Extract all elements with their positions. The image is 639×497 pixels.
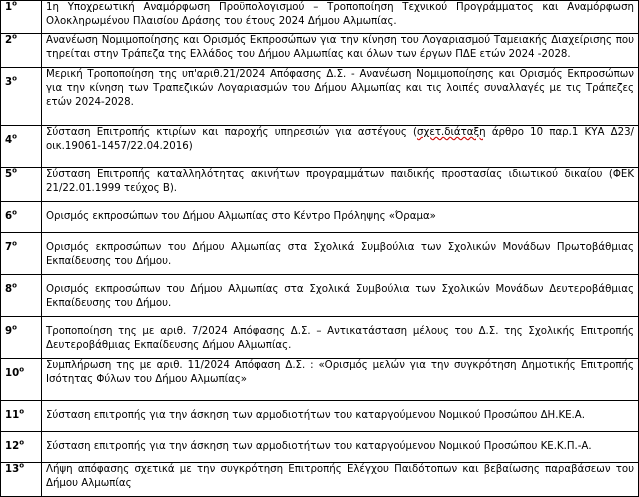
item-text: Συμπλήρωση της με αριθ. 11/2024 Απόφαση Δ.Σ. : «Ορισμός μελών για την συγκρότηση Δημοτικής Επιτροπής Ισότητας Φύλων του Δήμου Αλμωπίας» (42, 359, 639, 401)
item-text: Μερική Τροποποίηση της υπ'αριθ.21/2024 Απόφασης Δ.Σ. - Ανανέωση Νομιμοποίησης και Ορισμός Εκπροσώπων για την κίνηση των Τραπεζικών Λογαριασμών του Δήμου Αλμωπίας και τις λοιπές συναλλαγές με τις Τράπεζες ετών 2024-2028. (42, 68, 639, 126)
item-number: $10^o$ (1, 359, 42, 401)
spellcheck-underlined-word: σχετ.διάταξη (417, 127, 486, 138)
item-number: $3^o$ (1, 68, 42, 126)
item-text: Λήψη απόφασης σχετικά με την συγκρότηση Επιτροπής Ελέγχου Παιδότοπων και βεβαίωσης παραβάσεων του Δήμου Αλμωπίας (42, 463, 639, 497)
item-number: $8^o$ (1, 275, 42, 317)
item-text: Ορισμός εκπροσώπων του Δήμου Αλμωπίας στα Σχολικά Συμβούλια των Σχολικών Μονάδων Πρωτοβάθμιας Εκπαίδευσης του Δήμου. (42, 233, 639, 275)
item-number: $5^o$ (1, 168, 42, 202)
item-text: Ορισμός εκπροσώπων του Δήμου Αλμωπίας στα Σχολικά Συμβούλια των Σχολικών Μονάδων Δευτεροβάθμιας Εκπαίδευσης του Δήμου. (42, 275, 639, 317)
agenda-row (1, 233, 639, 275)
item-number: $4^o$ (1, 126, 42, 168)
item-number: $2^o$ (1, 34, 42, 68)
agenda-row (1, 463, 639, 497)
item-text-part: άρθρο 10 παρ.1 ΚΥΑ Δ23/οικ.19061-1457/22.04.2016) (46, 127, 634, 152)
agenda-row (1, 401, 639, 432)
agenda-row (1, 317, 639, 359)
item-number: $9^o$ (1, 317, 42, 359)
item-text: 1η Υποχρεωτική Αναμόρφωση Προϋπολογισμού – Τροποποίηση Τεχνικού Προγράμματος και Αναμόρφωση Ολοκληρωμένου Πλαισίου Δράσης του έτους 2024 Δήμου Αλμωπίας. (42, 1, 639, 34)
agenda-row (1, 275, 639, 317)
agenda-row (1, 432, 639, 463)
item-text: Ανανέωση Νομιμοποίησης και Ορισμός Εκπροσώπων για την κίνηση του Λογαριασμού Ταμειακής Διαχείρισης που τηρείται στην Τράπεζα της Ελλάδος του Δήμου Αλμωπίας και όλων των έργων ΠΔΕ ετών 2024 -2028. (42, 34, 639, 68)
agenda-row (1, 68, 639, 126)
item-text (42, 126, 639, 168)
item-text: Ορισμός εκπροσώπων του Δήμου Αλμωπίας στο Κέντρο Πρόληψης «Όραμα» (42, 202, 639, 233)
item-text: Σύσταση Επιτροπής καταλληλότητας ακινήτων προγραμμάτων παιδικής προστασίας ιδιωτικού δικαίου (ΦΕΚ 21/22.01.1999 τεύχος Β). (42, 168, 639, 202)
item-number: $1^o$ (1, 1, 42, 34)
item-number: $13^o$ (1, 463, 42, 497)
item-text-part: Σύσταση Επιτροπής κτιρίων και παροχής υπηρεσιών για αστέγους ( (46, 127, 418, 138)
agenda-row (1, 202, 639, 233)
item-number: $11^o$ (1, 401, 42, 432)
agenda-row (1, 168, 639, 202)
item-text: Σύσταση επιτροπής για την άσκηση των αρμοδιοτήτων του καταργούμενου Νομικού Προσώπου ΔΗ.ΚΕ.Α. (42, 401, 639, 432)
item-number: $6^o$ (1, 202, 42, 233)
agenda-row (1, 359, 639, 401)
agenda-row (1, 34, 639, 68)
agenda-row (1, 1, 639, 34)
agenda-row (1, 126, 639, 168)
item-text: Τροποποίηση της με αριθ. 7/2024 Απόφασης Δ.Σ. – Αντικατάσταση μέλους του Δ.Σ. της Σχολικής Επιτροπής Δευτεροβάθμιας Εκπαίδευσης Δήμου Αλμωπίας. (42, 317, 639, 359)
item-number: $12^o$ (1, 432, 42, 463)
item-number: $7^o$ (1, 233, 42, 275)
item-text: Σύσταση επιτροπής για την άσκηση των αρμοδιοτήτων του καταργούμενου Νομικού Προσώπου ΚΕ.Κ.Π.-Α. (42, 432, 639, 463)
